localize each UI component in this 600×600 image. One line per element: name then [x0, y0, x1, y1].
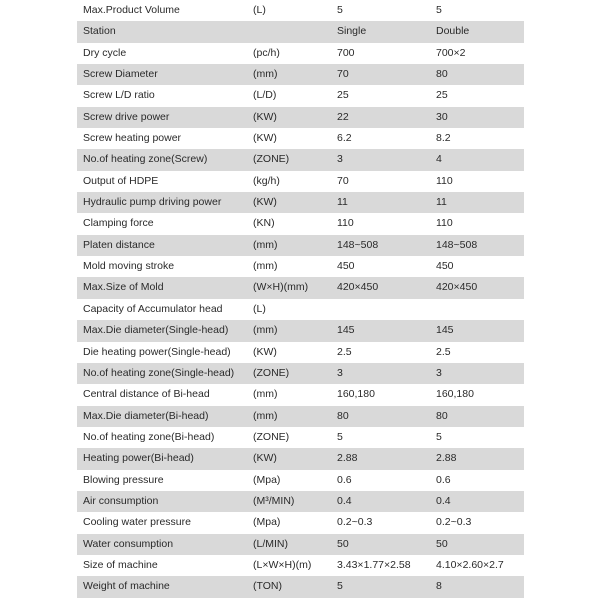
- spec-label: Max.Die diameter(Bi-head): [83, 409, 209, 422]
- table-row: [77, 128, 524, 149]
- spec-label: Screw Diameter: [83, 68, 158, 81]
- spec-double: 2.88: [436, 452, 457, 465]
- spec-single: Single: [337, 25, 367, 38]
- spec-unit: (mm): [253, 409, 278, 422]
- spec-double: 5: [436, 4, 442, 16]
- spec-label: Screw heating power: [83, 132, 182, 145]
- spec-single: 700: [337, 46, 355, 59]
- spec-double: 30: [436, 110, 448, 123]
- spec-unit: (kg/h): [253, 174, 280, 187]
- spec-single: 145: [337, 324, 355, 337]
- spec-single: 160,180: [337, 388, 375, 401]
- spec-double: 700×2: [436, 46, 466, 59]
- spec-unit: (L/D): [253, 89, 277, 102]
- table-row: [77, 21, 524, 42]
- spec-double: 160,180: [436, 388, 474, 401]
- spec-unit: [253, 21, 337, 42]
- spec-unit: (KW): [253, 196, 277, 209]
- spec-label: Mold moving stroke: [83, 260, 175, 273]
- spec-double: [436, 299, 524, 320]
- spec-unit: (mm): [253, 388, 278, 401]
- spec-single: 70: [337, 68, 349, 81]
- spec-label: Screw L/D ratio: [83, 89, 155, 102]
- spec-double: 80: [436, 409, 448, 422]
- spec-double: 5: [436, 430, 442, 443]
- table-row: [77, 256, 524, 277]
- spec-label: Cooling water pressure: [83, 516, 191, 529]
- spec-label: Blowing pressure: [83, 473, 164, 486]
- spec-label: Hydraulic pump driving power: [83, 196, 222, 209]
- table-row: [77, 555, 524, 576]
- spec-single: 420×450: [337, 281, 379, 294]
- spec-unit: (ZONE): [253, 430, 290, 443]
- spec-unit: (W×H)(mm): [253, 281, 309, 294]
- spec-label: Max.Size of Mold: [83, 281, 164, 294]
- spec-single: 2.5: [337, 345, 352, 358]
- table-row: [77, 491, 524, 512]
- spec-double: 80: [436, 68, 448, 81]
- spec-label: Dry cycle: [83, 46, 127, 59]
- spec-single: 450: [337, 260, 355, 273]
- spec-label: Central distance of Bi-head: [83, 388, 210, 401]
- spec-unit: (mm): [253, 68, 278, 81]
- spec-unit: (KW): [253, 132, 277, 145]
- spec-single: 11: [337, 196, 348, 209]
- spec-unit: (KW): [253, 110, 277, 123]
- spec-unit: (mm): [253, 260, 278, 273]
- spec-double: 0.6: [436, 473, 451, 486]
- spec-unit: (mm): [253, 238, 278, 251]
- spec-double: 148~508: [436, 238, 478, 251]
- spec-label: Weight of machine: [83, 580, 170, 593]
- spec-double: 3: [436, 366, 442, 379]
- spec-unit: (mm): [253, 324, 278, 337]
- spec-single: [337, 299, 436, 320]
- spec-single: 25: [337, 89, 349, 102]
- spec-label: Size of machine: [83, 558, 158, 571]
- table-row: [77, 470, 524, 491]
- spec-unit: (L): [253, 4, 266, 16]
- spec-double: 2.5: [436, 345, 451, 358]
- table-row: [77, 448, 524, 469]
- spec-single: 148~508: [337, 238, 379, 251]
- spec-label: Screw drive power: [83, 110, 170, 123]
- table-row: [77, 107, 524, 128]
- table-row: [77, 43, 524, 64]
- spec-label: Max.Product Volume: [83, 4, 180, 16]
- spec-table: [77, 0, 524, 598]
- table-row: [77, 363, 524, 384]
- spec-single: 0.4: [337, 494, 352, 507]
- table-row: [77, 534, 524, 555]
- spec-label: No.of heating zone(Bi-head): [83, 430, 215, 443]
- table-row: [77, 64, 524, 85]
- spec-double: 11: [436, 196, 447, 209]
- spec-double: 50: [436, 537, 448, 550]
- spec-single: 2.88: [337, 452, 358, 465]
- spec-unit: (TON): [253, 580, 282, 593]
- spec-unit: (M³/MIN): [253, 494, 295, 507]
- spec-unit: (Mpa): [253, 473, 281, 486]
- spec-single: 6.2: [337, 132, 352, 145]
- spec-double: 0.4: [436, 494, 451, 507]
- spec-unit: (KW): [253, 345, 277, 358]
- spec-label: Clamping force: [83, 217, 154, 230]
- table-row: [77, 149, 524, 170]
- spec-label: No.of heating zone(Single-head): [83, 366, 235, 379]
- spec-unit: (KW): [253, 452, 277, 465]
- spec-double: 0.2~0.3: [436, 516, 472, 529]
- table-row: [77, 427, 524, 448]
- spec-single: 5: [337, 430, 343, 443]
- spec-unit: (KN): [253, 217, 275, 230]
- spec-label: Output of HDPE: [83, 174, 159, 187]
- spec-unit: (Mpa): [253, 516, 281, 529]
- spec-single: 3.43×1.77×2.58: [337, 558, 411, 571]
- spec-double: 4.10×2.60×2.7: [436, 558, 504, 571]
- spec-single: 0.6: [337, 473, 352, 486]
- spec-unit: (L×W×H)(m): [253, 558, 312, 571]
- table-row: [77, 384, 524, 405]
- spec-double: 25: [436, 89, 448, 102]
- spec-double: 4: [436, 153, 442, 166]
- spec-double: 8: [436, 580, 442, 593]
- spec-label: Capacity of Accumulator head: [83, 302, 223, 315]
- spec-double: 110: [436, 174, 453, 187]
- spec-double: Double: [436, 25, 470, 38]
- table-row: [77, 512, 524, 533]
- spec-single: 70: [337, 174, 349, 187]
- spec-single: 50: [337, 537, 349, 550]
- table-row: [77, 192, 524, 213]
- spec-double: 8.2: [436, 132, 451, 145]
- spec-label: Water consumption: [83, 537, 174, 550]
- spec-double: 145: [436, 324, 454, 337]
- spec-unit: (ZONE): [253, 366, 290, 379]
- spec-label: Platen distance: [83, 238, 155, 251]
- table-row: [77, 576, 524, 597]
- table-row: [77, 406, 524, 427]
- spec-single: 110: [337, 217, 354, 230]
- spec-single: 0.2~0.3: [337, 516, 373, 529]
- spec-label: Heating power(Bi-head): [83, 452, 194, 465]
- table-row: [77, 171, 524, 192]
- spec-label: Max.Die diameter(Single-head): [83, 324, 229, 337]
- spec-unit: (L): [253, 302, 266, 315]
- spec-unit: (pc/h): [253, 46, 280, 59]
- spec-single: 3: [337, 366, 343, 379]
- table-row: [77, 85, 524, 106]
- spec-label: Die heating power(Single-head): [83, 345, 231, 358]
- table-row: [77, 235, 524, 256]
- spec-double: 450: [436, 260, 454, 273]
- spec-label: Air consumption: [83, 494, 159, 507]
- spec-unit: (ZONE): [253, 153, 290, 166]
- spec-double: 110: [436, 217, 453, 230]
- table-row: [77, 342, 524, 363]
- spec-label: No.of heating zone(Screw): [83, 153, 208, 166]
- table-row: [77, 277, 524, 298]
- spec-single: 80: [337, 409, 349, 422]
- spec-label: Station: [83, 25, 116, 38]
- table-row: [77, 299, 524, 320]
- spec-single: 5: [337, 580, 343, 593]
- spec-unit: (L/MIN): [253, 537, 288, 550]
- spec-double: 420×450: [436, 281, 478, 294]
- spec-single: 3: [337, 153, 343, 166]
- spec-single: 22: [337, 110, 349, 123]
- spec-single: 5: [337, 4, 343, 16]
- table-row: [77, 320, 524, 341]
- table-row: [77, 213, 524, 234]
- table-row: [77, 0, 524, 21]
